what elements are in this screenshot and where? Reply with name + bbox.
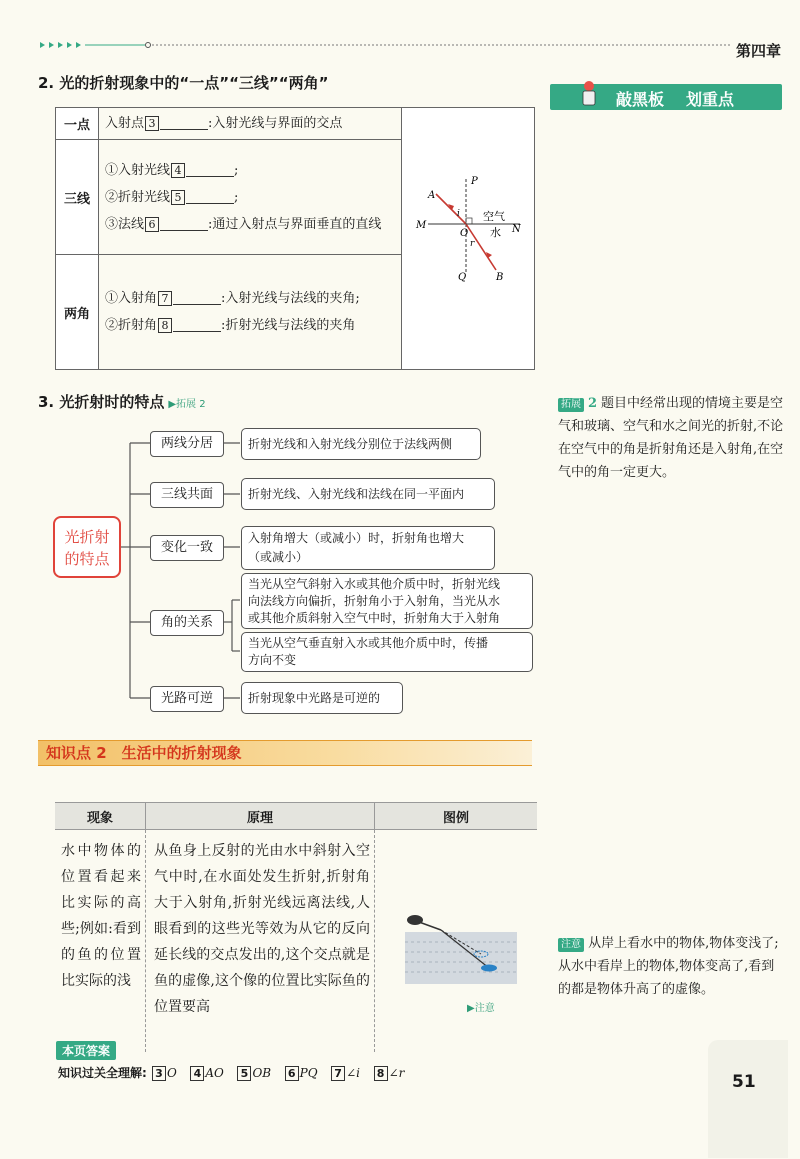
sidebar-head-left: 敲黑板 (616, 90, 665, 109)
phenomenon-cell: 水中物体的位置看起来比实际的高些;例如:看到的鱼的位置比实际的浅 (55, 830, 146, 1052)
term-line: ①入射光线 4 ; (105, 162, 239, 178)
node-consistent-change: 变化一致 (150, 535, 224, 561)
answers-label: 本页答案 (56, 1041, 116, 1060)
principle-cell: 从鱼身上反射的光由水中斜射入空气中时,在水面处发生折射,折射角大于入射角,折射光线远离法线,人眼看到的这些光等效为从它的反向延长线的交点发出的,这个交点就是鱼的虚像,这个像的位置比实际鱼的位置要高 (146, 830, 375, 1052)
node-two-sides: 两线分居 (150, 431, 224, 457)
mindmap-center: 光折射 的特点 (53, 516, 121, 578)
term-line: ③法线 6 :通过入射点与界面垂直的直线 (105, 216, 382, 232)
label-Q: Q (458, 271, 467, 283)
term-line: ②折射光线 5 ; (105, 189, 239, 205)
desc-angle-relation-oblique: 当光从空气斜射入水或其他介质中时，折射光线 向法线方向偏折，折射角小于入射角，当光从水 或其他介质斜射入空气中时，折射角大于入射角 (241, 573, 533, 629)
chapter-label: 第四章 (736, 42, 782, 60)
term-line: ②折射角 8 :折射光线与法线的夹角 (105, 318, 356, 333)
label-A: A (428, 189, 436, 201)
sidebar-head-right: 划重点 (686, 90, 735, 109)
page-number: 51 (732, 1072, 756, 1092)
caution-tag: 注意 (558, 938, 584, 952)
extension-tag: 拓展 (558, 398, 584, 412)
node-coplanar: 三线共面 (150, 482, 224, 508)
note-link[interactable]: ▶注意 (467, 1003, 495, 1014)
label-air: 空气 (483, 209, 505, 223)
answers-line: 知识过关全理解: 3 O 4 AO 5 OB 6 PQ 7 ∠i 8 ∠r (58, 1066, 405, 1080)
teacher-icon (574, 78, 604, 108)
sidebar-header (550, 84, 782, 110)
term-line: ①入射角 7 :入射光线与法线的夹角; (105, 291, 360, 306)
row-head: 两角 (56, 255, 99, 370)
fish-illustration (401, 910, 521, 990)
section2-title: 2. 光的折射现象中的“一点”“三线”“两角” (38, 74, 329, 92)
label-P: P (471, 175, 478, 187)
col-header: 现象 (55, 803, 146, 830)
row-head: 三线 (56, 140, 99, 255)
sidebar-extension-note: 拓展 2 题目中经常出现的情境主要是空气和玻璃、空气和水之间光的折射,不论在空气中的角是折射角还是入射角,在空气中的角一定更大。 (558, 396, 784, 480)
page-corner (708, 1040, 788, 1158)
label-O: O (460, 227, 469, 239)
label-water: 水 (490, 225, 501, 239)
phenomenon-table (55, 802, 537, 1052)
extension-link[interactable]: ▶拓展 2 (168, 399, 206, 410)
desc-reversible: 折射现象中光路是可逆的 (241, 682, 403, 714)
node-reversible: 光路可逆 (150, 686, 224, 712)
node-angle-relation: 角的关系 (150, 610, 224, 636)
desc-coplanar: 折射光线、入射光线和法线在同一平面内 (241, 478, 495, 510)
label-r: r (470, 238, 475, 249)
label-B: B (496, 271, 504, 283)
col-header: 原理 (146, 803, 375, 830)
desc-two-sides: 折射光线和入射光线分别位于法线两侧 (241, 428, 481, 460)
col-header: 图例 (375, 803, 538, 830)
label-M: M (416, 219, 427, 231)
term-line: 入射点 3 :入射光线与界面的交点 (105, 116, 343, 131)
label-i: i (457, 208, 460, 219)
knowledge-point-banner: 知识点 2 生活中的折射现象 (38, 740, 532, 766)
desc-consistent-change: 入射角增大（或减小）时，折射角也增大 （或减小） (241, 526, 495, 570)
desc-angle-relation-normal: 当光从空气垂直射入水或其他介质中时，传播 方向不变 (241, 632, 533, 672)
row-head: 一点 (56, 108, 99, 140)
example-cell (375, 830, 538, 1052)
sidebar-caution-note: 注意 从岸上看水中的物体,物体变浅了;从水中看岸上的物体,物体变高了,看到的都是物体升高了的虚像。 (558, 936, 779, 997)
section3-title: 3. 光折射时的特点 ▶拓展 2 (38, 393, 206, 411)
label-N: N (512, 223, 521, 235)
